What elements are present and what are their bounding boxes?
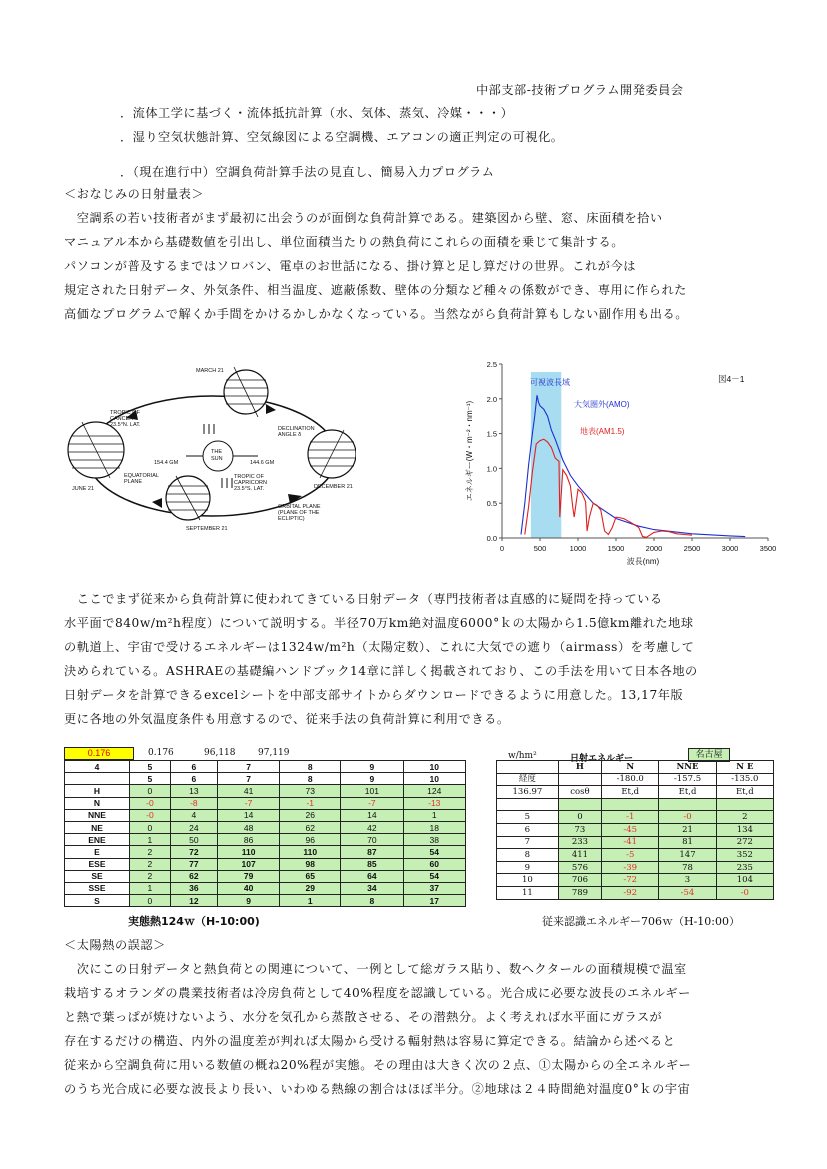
- paragraph-line: 高価なプログラムで解くか手間をかけるかしかなくなっている。当然ながら負荷計算もしない副作用も出る。: [64, 307, 689, 321]
- table-cell: E: [65, 846, 130, 858]
- table-cell: -0: [130, 797, 171, 809]
- table-cell: N: [65, 797, 130, 809]
- item-load-calc: ．（現在進行中）空調負荷計算手法の見直し、簡易入力プログラム: [120, 165, 495, 179]
- x-tick-label: 3500: [759, 544, 777, 553]
- table-cell: -7: [341, 797, 403, 809]
- label-sun-1: THE: [211, 449, 222, 455]
- label-june: JUNE 21: [72, 486, 95, 492]
- legend-amo: 大気圏外(AMO): [574, 400, 630, 409]
- table-cell: [497, 798, 559, 811]
- table-cell: ENE: [65, 834, 130, 846]
- table-cell: 36: [170, 882, 217, 894]
- table-cell: 6: [170, 761, 217, 773]
- table-cell: 54: [403, 870, 465, 882]
- table-cell: 2: [716, 811, 773, 824]
- table-cell: 経度: [497, 773, 559, 786]
- table-cell: 38: [403, 834, 465, 846]
- label-capricorn-3: 23.5°S. LAT.: [234, 486, 265, 492]
- label-distance-right: 144.6 GM: [250, 460, 275, 466]
- table-cell: [716, 798, 773, 811]
- label-orbital-3: ECLIPTIC): [278, 516, 305, 522]
- table-cell: N E: [716, 761, 773, 774]
- table-cell: 0: [130, 821, 171, 833]
- paragraph-line: 空調系の若い技術者がまず最初に出会うのが面倒な負荷計算である。建築図から壁、窓、床面積を拾い: [64, 211, 663, 225]
- table-cell: 5: [130, 761, 171, 773]
- label-capricorn-2: CAPRICORN: [234, 480, 268, 486]
- paragraph-line: 更に各地の外気温度条件も用意するので、従来手法の負荷計算に利用できる。: [64, 712, 510, 726]
- chart-title: 図4－1: [718, 374, 745, 384]
- table-cell: 6: [497, 823, 559, 836]
- x-tick-label: 2000: [645, 544, 663, 553]
- table-cell: 85: [341, 858, 403, 870]
- table-cell: 9: [217, 895, 279, 907]
- table-cell: 86: [217, 834, 279, 846]
- table-cell: 7: [217, 761, 279, 773]
- label-sun-2: SUN: [211, 456, 223, 462]
- table-cell: 37: [403, 882, 465, 894]
- table-cell: 1: [403, 809, 465, 821]
- table-cell: 48: [217, 821, 279, 833]
- paragraph-line: 存在するだけの構造、内外の温度差が判れば太陽から受ける輻射熱は容易に算定できる。結論から述べると: [64, 1034, 676, 1048]
- table-cell: 4: [65, 761, 130, 773]
- label-december: DECEMBER 21: [314, 484, 353, 490]
- city-cell: 名古屋: [688, 748, 730, 762]
- table-row: [65, 895, 466, 907]
- table-row: [497, 811, 774, 824]
- table-cell: SSE: [65, 882, 130, 894]
- table-cell: 11: [497, 886, 559, 899]
- x-tick-label: 0: [499, 544, 505, 553]
- earth-orbit-diagram: [66, 362, 356, 534]
- table-cell: 65: [280, 870, 341, 882]
- table-row: [65, 761, 466, 773]
- table-cell: 8: [280, 773, 341, 785]
- table-cell: 10: [403, 773, 465, 785]
- table-cell: -180.0: [602, 773, 659, 786]
- table-cell: 4: [170, 809, 217, 821]
- table2-title: 日射エネルギー: [570, 754, 634, 764]
- table-cell: NE: [65, 821, 130, 833]
- table-cell: 79: [217, 870, 279, 882]
- table-row: [65, 797, 466, 809]
- table-cell: 2: [130, 858, 171, 870]
- table-row: [65, 821, 466, 833]
- x-axis-label: 波長(nm): [626, 557, 660, 566]
- table-cell: -157.5: [659, 773, 716, 786]
- table1-caption: 実態熱124ｗ（H-10:00): [128, 915, 260, 928]
- y-tick-label: 2.5: [486, 360, 497, 369]
- table-cell: -13: [403, 797, 465, 809]
- paragraph-line: 従来から空調負荷に用いる数値の概ね20%程が実態。その理由は大きく次の２点、①太陽からの全エネルギー: [64, 1058, 692, 1072]
- table-cell: [558, 798, 601, 811]
- table-cell: [602, 798, 659, 811]
- table-cell: 8: [497, 849, 559, 862]
- solar-energy-table: [496, 760, 774, 900]
- label-cancer-1: TROPIC OF: [110, 410, 140, 416]
- table-cell: -1: [280, 797, 341, 809]
- table-row: [497, 836, 774, 849]
- table-row: [497, 849, 774, 862]
- label-declination-1: DECLINATION: [278, 426, 315, 432]
- table-cell: 136.97: [497, 786, 559, 799]
- paragraph-line: 栽培するオランダの農業技術者は冷房負荷として40%程度を認識している。光合成に必要な波長のエネルギー: [64, 986, 691, 1000]
- y-tick-label: 0.5: [486, 499, 497, 509]
- table-cell: [558, 773, 601, 786]
- table-cell: -7: [217, 797, 279, 809]
- table-spacer-row: [497, 798, 774, 811]
- table-cell: -135.0: [716, 773, 773, 786]
- solar-heat-table: [64, 760, 466, 907]
- y-axis-label: エネルギー(W・m⁻²・nm⁻¹): [465, 400, 474, 502]
- table-row: [65, 882, 466, 894]
- y-tick-label: 1.5: [486, 429, 497, 439]
- table-cell: 54: [403, 846, 465, 858]
- table-cell: 98: [280, 858, 341, 870]
- paragraph-line: のうち光合成に必要な波長より長い、いわゆる熱線の割合はほぼ半分。②地球は２４時間絶対温度0°ｋの宇宙: [64, 1082, 691, 1096]
- table-cell: NNE: [65, 809, 130, 821]
- table-cell: 6: [170, 773, 217, 785]
- table-cell: 1: [130, 834, 171, 846]
- y-tick-label: 2.0: [486, 394, 497, 404]
- table-row: [497, 823, 774, 836]
- table-cell: 9: [341, 761, 403, 773]
- table-cell: 1: [130, 882, 171, 894]
- table-cell: -54: [659, 886, 716, 899]
- table-cell: 42: [341, 821, 403, 833]
- table-cell: 73: [558, 823, 601, 836]
- table-cell: 706: [558, 874, 601, 887]
- section-title-misperception: ＜太陽熱の誤認＞: [64, 938, 166, 952]
- table-cell: 64: [341, 870, 403, 882]
- table-cell: 2: [130, 846, 171, 858]
- table-cell: cosθ: [558, 786, 601, 799]
- paragraph-line: 決められている。ASHRAEの基礎編ハンドブック14章に詳しく掲載されており、この手法を用いて日本各地の: [64, 664, 698, 678]
- section-title-solar-table: ＜おなじみの日射量表＞: [64, 187, 205, 201]
- paragraph-line: 水平面で840w/m²h程度）について説明する。半径70万km絶対温度6000°ｋの太陽から1.5億km離れた地球: [64, 616, 694, 630]
- table-cell: N: [602, 761, 659, 774]
- table-cell: [497, 761, 559, 774]
- table-cell: 7: [217, 773, 279, 785]
- solar-spectrum-chart: [462, 356, 782, 576]
- table2-unit: w/hm²: [508, 751, 537, 761]
- table-cell: -0: [659, 811, 716, 824]
- table-cell: 235: [716, 861, 773, 874]
- table-cell: -39: [602, 861, 659, 874]
- table-cell: -5: [602, 849, 659, 862]
- table-cell: 10: [497, 874, 559, 887]
- table-row: [65, 870, 466, 882]
- visible-band: [531, 372, 561, 538]
- table-cell: S: [65, 895, 130, 907]
- table-cell: 77: [170, 858, 217, 870]
- table-cell: 40: [217, 882, 279, 894]
- table-cell: 70: [341, 834, 403, 846]
- paragraph-line: 次にこの日射データと熱負荷との関連について、一例として総ガラス貼り、数ヘクタールの面積規模で温室: [64, 962, 687, 976]
- table-cell: 124: [403, 785, 465, 797]
- table-cell: H: [558, 761, 601, 774]
- label-march: MARCH 21: [196, 368, 224, 374]
- paragraph-line: マニュアル本から基礎数値を引出し、単位面積当たりの熱負荷にこれらの面積を乗じて集計する。: [64, 235, 624, 249]
- label-orbital-1: ORBITAL PLANE: [278, 504, 321, 510]
- paragraph-line: ここでまず従来から負荷計算に使われてきている日射データ（専門技術者は直感的に疑問を持っている: [64, 592, 663, 606]
- table-cell: 78: [659, 861, 716, 874]
- table-cell: -0: [130, 809, 171, 821]
- table-cell: 12: [170, 895, 217, 907]
- paragraph-line: の軌道上、宇宙で受けるエネルギーは1324w/m²h（太陽定数）、これに大気での遮り（airmass）を考慮して: [64, 640, 695, 654]
- table-cell: 72: [170, 846, 217, 858]
- table-cell: 411: [558, 849, 601, 862]
- table-cell: NNE: [659, 761, 716, 774]
- table-cell: 60: [403, 858, 465, 870]
- table-cell: 41: [217, 785, 279, 797]
- table-cell: 233: [558, 836, 601, 849]
- highlight-cell: 0.176: [64, 747, 134, 760]
- x-tick-label: 1500: [607, 544, 625, 553]
- label-distance-left: 154.4 GM: [154, 460, 179, 466]
- table-cell: 2: [130, 870, 171, 882]
- table-cell: ESE: [65, 858, 130, 870]
- label-orbital-2: (PLANE OF THE: [278, 510, 320, 516]
- table-cell: 110: [280, 846, 341, 858]
- top-cell: 96,118: [204, 748, 236, 758]
- table-cell: 576: [558, 861, 601, 874]
- table-row: [497, 886, 774, 899]
- table2-caption: 従来認識エネルギー706ｗ（H-10:00）: [542, 915, 741, 928]
- table-cell: 13: [170, 785, 217, 797]
- table-cell: 107: [217, 858, 279, 870]
- label-september: SEPTEMBER 21: [186, 526, 228, 532]
- visible-band-label: 可視波長域: [530, 378, 570, 387]
- label-capricorn-1: TROPIC OF: [234, 474, 264, 480]
- table-cell: 8: [341, 895, 403, 907]
- table-row: [65, 834, 466, 846]
- table-cell: 147: [659, 849, 716, 862]
- table-cell: 110: [217, 846, 279, 858]
- label-declination-2: ANGLE δ: [278, 432, 302, 438]
- table-cell: 10: [403, 761, 465, 773]
- table-cell: 1: [280, 895, 341, 907]
- table-cell: -92: [602, 886, 659, 899]
- paragraph-line: パソコンが普及するまではソロバン、電卓のお世話になる、掛け算と足し算だけの世界。これが今は: [64, 259, 636, 273]
- table-cell: 24: [170, 821, 217, 833]
- table-cell: 9: [497, 861, 559, 874]
- table-cell: 81: [659, 836, 716, 849]
- table-cell: Et,d: [602, 786, 659, 799]
- table-cell: 96: [280, 834, 341, 846]
- table-cell: 352: [716, 849, 773, 862]
- table-header-row: [497, 773, 774, 786]
- table-cell: 87: [341, 846, 403, 858]
- y-tick-label: 1.0: [486, 464, 497, 474]
- committee-header: 中部支部-技術プログラム開発委員会: [476, 83, 684, 97]
- table-row: [65, 858, 466, 870]
- x-tick-label: 1000: [569, 544, 587, 553]
- table-row: [497, 861, 774, 874]
- table-header-row: [65, 773, 466, 785]
- table-cell: 0: [130, 895, 171, 907]
- table-cell: 34: [341, 882, 403, 894]
- table-cell: -8: [170, 797, 217, 809]
- table-cell: 21: [659, 823, 716, 836]
- top-cell: 0.176: [148, 748, 174, 758]
- label-equatorial-1: EQUATORIAL: [124, 473, 159, 479]
- table-cell: 26: [280, 809, 341, 821]
- table-header-row: [497, 786, 774, 799]
- table-cell: 62: [280, 821, 341, 833]
- paragraph-line: と熱で葉っぱが焼けないよう、水分を気孔から蒸散させる、その潜熱分。よく考えれば水平面にガラスが: [64, 1010, 663, 1024]
- table-cell: 8: [280, 761, 341, 773]
- table-cell: 7: [497, 836, 559, 849]
- table-cell: 73: [280, 785, 341, 797]
- table-row: [65, 785, 466, 797]
- table-cell: Et,d: [716, 786, 773, 799]
- x-tick-label: 500: [533, 544, 547, 553]
- table-cell: -41: [602, 836, 659, 849]
- table-cell: H: [65, 785, 130, 797]
- item-humid-air: ．湿り空気状態計算、空気線図による空調機、エアコンの適正判定の可視化。: [120, 130, 564, 144]
- legend-am15: 地表(AM1.5): [580, 427, 625, 436]
- label-cancer-2: CANCER: [110, 416, 134, 422]
- table-cell: -72: [602, 874, 659, 887]
- table-cell: [659, 798, 716, 811]
- table-cell: 0: [558, 811, 601, 824]
- table-cell: 14: [217, 809, 279, 821]
- item-fluid: ．流体工学に基づく・流体抵抗計算（水、気体、蒸気、冷媒・・・）: [120, 106, 514, 120]
- table-cell: 50: [170, 834, 217, 846]
- table-cell: 104: [716, 874, 773, 887]
- table-cell: 14: [341, 809, 403, 821]
- paragraph-line: 日射データを計算できるexcelシートを中部支部サイトからダウンロードできるように用意した。13,17年版: [64, 688, 684, 702]
- x-tick-label: 2500: [683, 544, 701, 553]
- table-cell: 62: [170, 870, 217, 882]
- table-cell: 134: [716, 823, 773, 836]
- top-cell: 97,119: [258, 748, 290, 758]
- table-cell: -1: [602, 811, 659, 824]
- table-row: [65, 809, 466, 821]
- table-cell: 272: [716, 836, 773, 849]
- table-row: [65, 846, 466, 858]
- table-cell: [65, 773, 130, 785]
- table-cell: 5: [497, 811, 559, 824]
- table-cell: 29: [280, 882, 341, 894]
- table-cell: 3: [659, 874, 716, 887]
- table-cell: -0: [716, 886, 773, 899]
- table-cell: 9: [341, 773, 403, 785]
- table-cell: SE: [65, 870, 130, 882]
- y-tick-label: 0.0: [486, 534, 497, 543]
- table-cell: 5: [130, 773, 171, 785]
- table-row: [497, 874, 774, 887]
- table-cell: 18: [403, 821, 465, 833]
- table-cell: 0: [130, 785, 171, 797]
- label-cancer-3: 23.5°N. LAT.: [110, 422, 141, 428]
- label-equatorial-2: PLANE: [124, 479, 143, 485]
- x-tick-label: 3000: [721, 544, 739, 553]
- paragraph-line: 規定された日射データ、外気条件、相当温度、遮蔽係数、壁体の分類など種々の係数ができ、専用に作られた: [64, 283, 687, 297]
- table-cell: -45: [602, 823, 659, 836]
- table-cell: 789: [558, 886, 601, 899]
- table-header-row: [497, 761, 774, 774]
- table-cell: 17: [403, 895, 465, 907]
- table-cell: Et,d: [659, 786, 716, 799]
- table-cell: 101: [341, 785, 403, 797]
